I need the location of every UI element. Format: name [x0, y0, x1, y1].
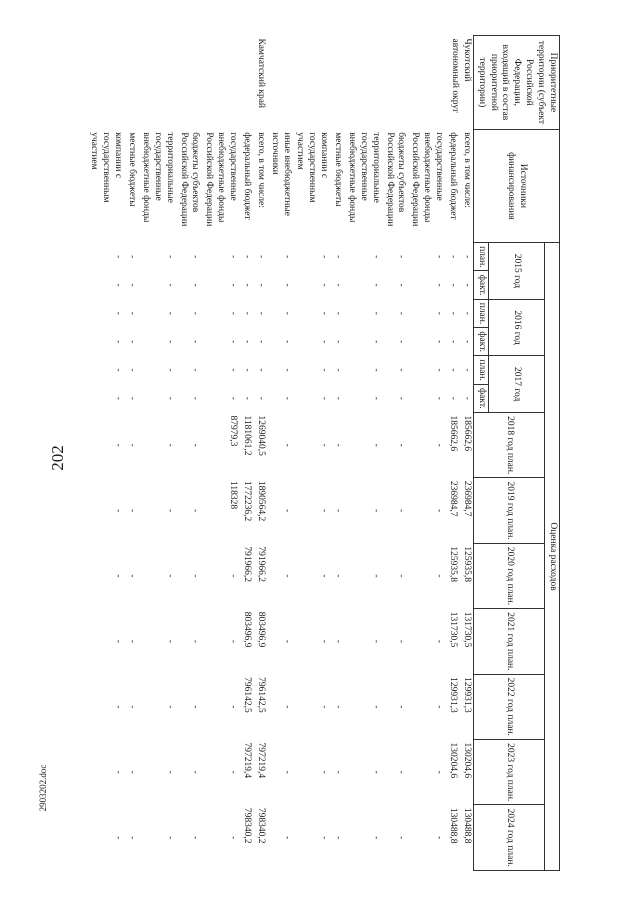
value-cell: 803496,9 [242, 611, 252, 648]
value-cell: - [190, 340, 201, 344]
value-cell: - [164, 639, 175, 643]
value-cell: - [164, 836, 175, 840]
funding-source: территориальные государственные внебюджетные фонды [347, 132, 381, 223]
value-cell: - [113, 574, 124, 578]
value-cell: - [127, 509, 138, 513]
value-cell: 130488,8 [459, 805, 473, 871]
table-row [293, 36, 331, 871]
value-cell: - [127, 311, 138, 315]
value-cell: - [333, 255, 344, 259]
value-cell: 796142,5 [242, 677, 252, 713]
value-cell: - [228, 574, 239, 578]
value-cell: - [396, 396, 407, 400]
value-cell: - [333, 396, 344, 400]
value-cell: - [396, 574, 407, 578]
table-row [267, 36, 293, 871]
value-cell: - [319, 639, 330, 643]
value-cell: - [319, 574, 330, 578]
value-cell: - [370, 770, 381, 774]
value-cell: - [127, 574, 138, 578]
value-cell: - [434, 340, 445, 344]
value-cell: - [370, 396, 381, 400]
value-cell: - [333, 340, 344, 344]
value-cell: - [396, 509, 407, 513]
value-cell: 791966,2 [242, 546, 252, 582]
header-territory: Приоритетные территории (субъект Российской Федерации, входящий в состав приоритетной территории) [473, 36, 559, 130]
value-cell: - [434, 639, 445, 643]
header-2021: 2021 год план. [473, 609, 544, 674]
value-cell: - [333, 509, 344, 513]
value-cell: 130204,6 [459, 739, 473, 804]
value-cell: - [228, 340, 239, 344]
value-cell: - [319, 368, 330, 372]
value-cell: - [396, 340, 407, 344]
value-cell: 129931,3 [459, 674, 473, 739]
value-cell: - [319, 509, 330, 513]
funding-source: государственные внебюджетные фонды Российской Федерации [204, 132, 239, 227]
value-cell: 798340,2 [255, 807, 266, 844]
value-cell: - [255, 255, 266, 259]
funding-source: всего, в том числе: [459, 129, 473, 242]
value-cell: - [113, 396, 124, 400]
table-row [124, 36, 138, 871]
header-2023: 2023 год план. [473, 739, 544, 804]
value-cell: - [228, 836, 239, 840]
value-cell: - [127, 340, 138, 344]
value-cell: - [434, 705, 445, 709]
value-cell: - [281, 255, 292, 259]
value-cell: 803496,9 [255, 611, 266, 648]
value-cell: - [333, 443, 344, 447]
value-cell: - [448, 396, 458, 400]
value-cell: - [164, 396, 175, 400]
value-cell: - [370, 443, 381, 447]
value-cell: - [333, 283, 344, 287]
funding-source: всего, в том числе: [255, 132, 266, 208]
value-cell: - [396, 368, 407, 372]
header-2017-plan: план. [473, 356, 488, 384]
value-cell: 791966,2 [255, 546, 266, 582]
value-cell: - [190, 255, 201, 259]
value-cell: - [459, 299, 473, 327]
table-row [344, 36, 382, 871]
value-cell: - [164, 509, 175, 513]
table-row [138, 36, 176, 871]
funding-source: федеральный бюджет [448, 132, 458, 220]
value-cell: - [113, 255, 124, 259]
value-cell: - [164, 311, 175, 315]
value-cell: - [434, 836, 445, 840]
value-cell: - [448, 368, 458, 372]
value-cell: - [281, 836, 292, 840]
value-cell: - [319, 311, 330, 315]
value-cell: - [113, 639, 124, 643]
value-cell: - [255, 283, 266, 287]
value-cell: - [113, 770, 124, 774]
value-cell: 1181061,2 [242, 415, 252, 456]
value-cell: - [255, 396, 266, 400]
value-cell: - [190, 639, 201, 643]
value-cell: - [281, 639, 292, 643]
value-cell: - [127, 836, 138, 840]
value-cell: - [370, 340, 381, 344]
value-cell: - [396, 770, 407, 774]
value-cell: - [190, 443, 201, 447]
table-row [382, 36, 408, 871]
value-cell: - [127, 639, 138, 643]
value-cell: - [255, 340, 266, 344]
value-cell: - [319, 836, 330, 840]
value-cell: - [434, 283, 445, 287]
value-cell: - [281, 340, 292, 344]
value-cell: - [281, 396, 292, 400]
value-cell: - [127, 283, 138, 287]
value-cell: - [242, 283, 252, 287]
value-cell: - [281, 283, 292, 287]
table-row [445, 36, 459, 871]
value-cell: - [434, 396, 445, 400]
value-cell: - [164, 705, 175, 709]
table-row [253, 36, 267, 871]
value-cell: - [448, 340, 458, 344]
value-cell: - [242, 368, 252, 372]
value-cell: 236984,7 [448, 480, 458, 517]
value-cell: - [319, 283, 330, 287]
value-cell: - [113, 368, 124, 372]
value-cell: - [190, 509, 201, 513]
territory-name: Чукотский автономный округ [267, 36, 474, 130]
value-cell: - [448, 311, 458, 315]
value-cell: - [127, 770, 138, 774]
value-cell: 87979,3 [228, 415, 239, 447]
value-cell: - [190, 705, 201, 709]
header-estimate: Оценка расходов [545, 243, 560, 871]
value-cell: - [319, 255, 330, 259]
value-cell: 797219,4 [255, 742, 266, 779]
value-cell: - [370, 509, 381, 513]
header-2015: 2015 год [488, 243, 544, 300]
value-cell: - [319, 340, 330, 344]
value-cell: 185662,6 [448, 415, 458, 452]
value-cell: - [127, 705, 138, 709]
header-2016-fact: факт. [473, 328, 488, 356]
value-cell: - [396, 705, 407, 709]
value-cell: - [242, 311, 252, 315]
header-2015-plan: план. [473, 243, 488, 271]
value-cell: - [113, 340, 124, 344]
value-cell: - [370, 255, 381, 259]
value-cell: - [434, 574, 445, 578]
value-cell: - [281, 509, 292, 513]
value-cell: - [113, 509, 124, 513]
value-cell: - [434, 443, 445, 447]
value-cell: - [127, 368, 138, 372]
value-cell: - [370, 311, 381, 315]
funding-source: компании с государственным участием [295, 132, 330, 203]
value-cell: - [113, 705, 124, 709]
value-cell: - [333, 705, 344, 709]
funding-source: местные бюджеты [333, 132, 344, 207]
value-cell: - [281, 368, 292, 372]
value-cell: - [255, 311, 266, 315]
value-cell: 796142,5 [255, 677, 266, 713]
value-cell: - [370, 368, 381, 372]
value-cell: - [228, 368, 239, 372]
header-2017-fact: факт. [473, 384, 488, 412]
header-2016-plan: план. [473, 299, 488, 327]
value-cell: 125935,8 [448, 546, 458, 582]
value-cell: - [396, 639, 407, 643]
funding-source: государственные внебюджетные фонды Российской Федерации [410, 132, 445, 227]
value-cell: - [459, 384, 473, 412]
value-cell: - [190, 396, 201, 400]
value-cell: - [190, 368, 201, 372]
value-cell: - [281, 443, 292, 447]
value-cell: 118328 [228, 480, 239, 510]
value-cell: - [127, 443, 138, 447]
expenditure-table [87, 35, 560, 871]
value-cell: - [242, 255, 252, 259]
value-cell: - [319, 396, 330, 400]
value-cell: - [113, 836, 124, 840]
header-sources: Источники финансирования [473, 129, 559, 242]
value-cell: 130488,8 [448, 807, 458, 844]
funding-source: территориальные государственные внебюджетные фонды [141, 132, 175, 223]
value-cell: - [127, 396, 138, 400]
value-cell: - [434, 509, 445, 513]
value-cell: - [164, 340, 175, 344]
value-cell: - [434, 770, 445, 774]
value-cell: - [228, 283, 239, 287]
value-cell: - [459, 243, 473, 271]
value-cell: - [164, 283, 175, 287]
header-2019: 2019 год план. [473, 478, 544, 543]
value-cell: - [434, 311, 445, 315]
value-cell: - [370, 705, 381, 709]
funding-source: компании с государственным участием [89, 132, 124, 203]
value-cell: - [333, 770, 344, 774]
table-row [330, 36, 344, 871]
funding-source: иные внебюджетные источники [269, 132, 292, 216]
funding-source: бюджеты субъектов Российской Федерации [384, 132, 407, 227]
value-cell: - [370, 639, 381, 643]
value-cell: - [113, 283, 124, 287]
value-cell: - [281, 311, 292, 315]
value-cell: - [370, 574, 381, 578]
value-cell: - [396, 836, 407, 840]
table-row [408, 36, 446, 871]
value-cell: - [448, 255, 458, 259]
value-cell: 129931,3 [448, 677, 458, 713]
value-cell: - [190, 311, 201, 315]
value-cell: - [164, 368, 175, 372]
value-cell: 798340,2 [242, 807, 252, 844]
value-cell: - [370, 283, 381, 287]
funding-source: федеральный бюджет [242, 132, 252, 220]
value-cell: - [127, 255, 138, 259]
value-cell: - [164, 443, 175, 447]
value-cell: - [319, 770, 330, 774]
value-cell: - [164, 574, 175, 578]
value-cell: - [333, 836, 344, 840]
table-body [87, 36, 474, 871]
value-cell: - [333, 311, 344, 315]
header-2024: 2024 год план. [473, 805, 544, 871]
table-row [176, 36, 202, 871]
value-cell: - [459, 328, 473, 356]
value-cell: - [319, 443, 330, 447]
value-cell: 130204,6 [448, 742, 458, 779]
value-cell: - [164, 255, 175, 259]
value-cell: - [319, 705, 330, 709]
value-cell: - [113, 311, 124, 315]
value-cell: 125935,8 [459, 543, 473, 608]
value-cell: - [242, 396, 252, 400]
funding-source: бюджеты субъектов Российской Федерации [178, 132, 201, 227]
value-cell: - [164, 770, 175, 774]
value-cell: 1890564,2 [255, 480, 266, 522]
table-row [459, 36, 473, 871]
table-row [87, 36, 125, 871]
value-cell: - [434, 368, 445, 372]
value-cell: - [434, 255, 445, 259]
value-cell: - [396, 255, 407, 259]
funding-source: местные бюджеты [127, 132, 138, 207]
value-cell: - [396, 283, 407, 287]
value-cell: - [255, 368, 266, 372]
rotated-table-container [89, 35, 560, 871]
value-cell: - [190, 574, 201, 578]
value-cell: - [242, 340, 252, 344]
value-cell: - [228, 255, 239, 259]
value-cell: - [228, 770, 239, 774]
value-cell: - [333, 574, 344, 578]
value-cell: - [459, 271, 473, 299]
value-cell: 1269040,5 [255, 415, 266, 456]
value-cell: - [190, 836, 201, 840]
value-cell: 236984,7 [459, 478, 473, 543]
value-cell: - [448, 283, 458, 287]
value-cell: - [190, 283, 201, 287]
table-row [202, 36, 240, 871]
value-cell: 131730,5 [448, 611, 458, 648]
page-number: 202 [48, 445, 67, 471]
table-header [473, 36, 559, 871]
value-cell: 797219,4 [242, 742, 252, 779]
value-cell: - [370, 836, 381, 840]
value-cell: - [228, 396, 239, 400]
value-cell: 131730,5 [459, 609, 473, 674]
header-2020: 2020 год план. [473, 543, 544, 608]
value-cell: - [396, 443, 407, 447]
value-cell: - [281, 770, 292, 774]
value-cell: - [459, 356, 473, 384]
value-cell: - [281, 705, 292, 709]
value-cell: - [228, 639, 239, 643]
table-row [239, 36, 253, 871]
value-cell: - [396, 311, 407, 315]
header-2022: 2022 год план. [473, 674, 544, 739]
value-cell: - [190, 770, 201, 774]
footer-filename: 2903202.doc [38, 764, 48, 812]
value-cell: - [113, 443, 124, 447]
value-cell: 1772236,2 [242, 480, 252, 522]
header-2017: 2017 год [488, 356, 544, 413]
header-2016: 2016 год [488, 299, 544, 356]
header-2018: 2018 год план. [473, 413, 544, 478]
value-cell: - [333, 368, 344, 372]
value-cell: 185662,6 [459, 413, 473, 478]
header-2015-fact: факт. [473, 271, 488, 299]
value-cell: - [228, 705, 239, 709]
value-cell: - [333, 639, 344, 643]
value-cell: - [228, 311, 239, 315]
territory-name: Камчатский край [255, 38, 266, 108]
value-cell: - [281, 574, 292, 578]
